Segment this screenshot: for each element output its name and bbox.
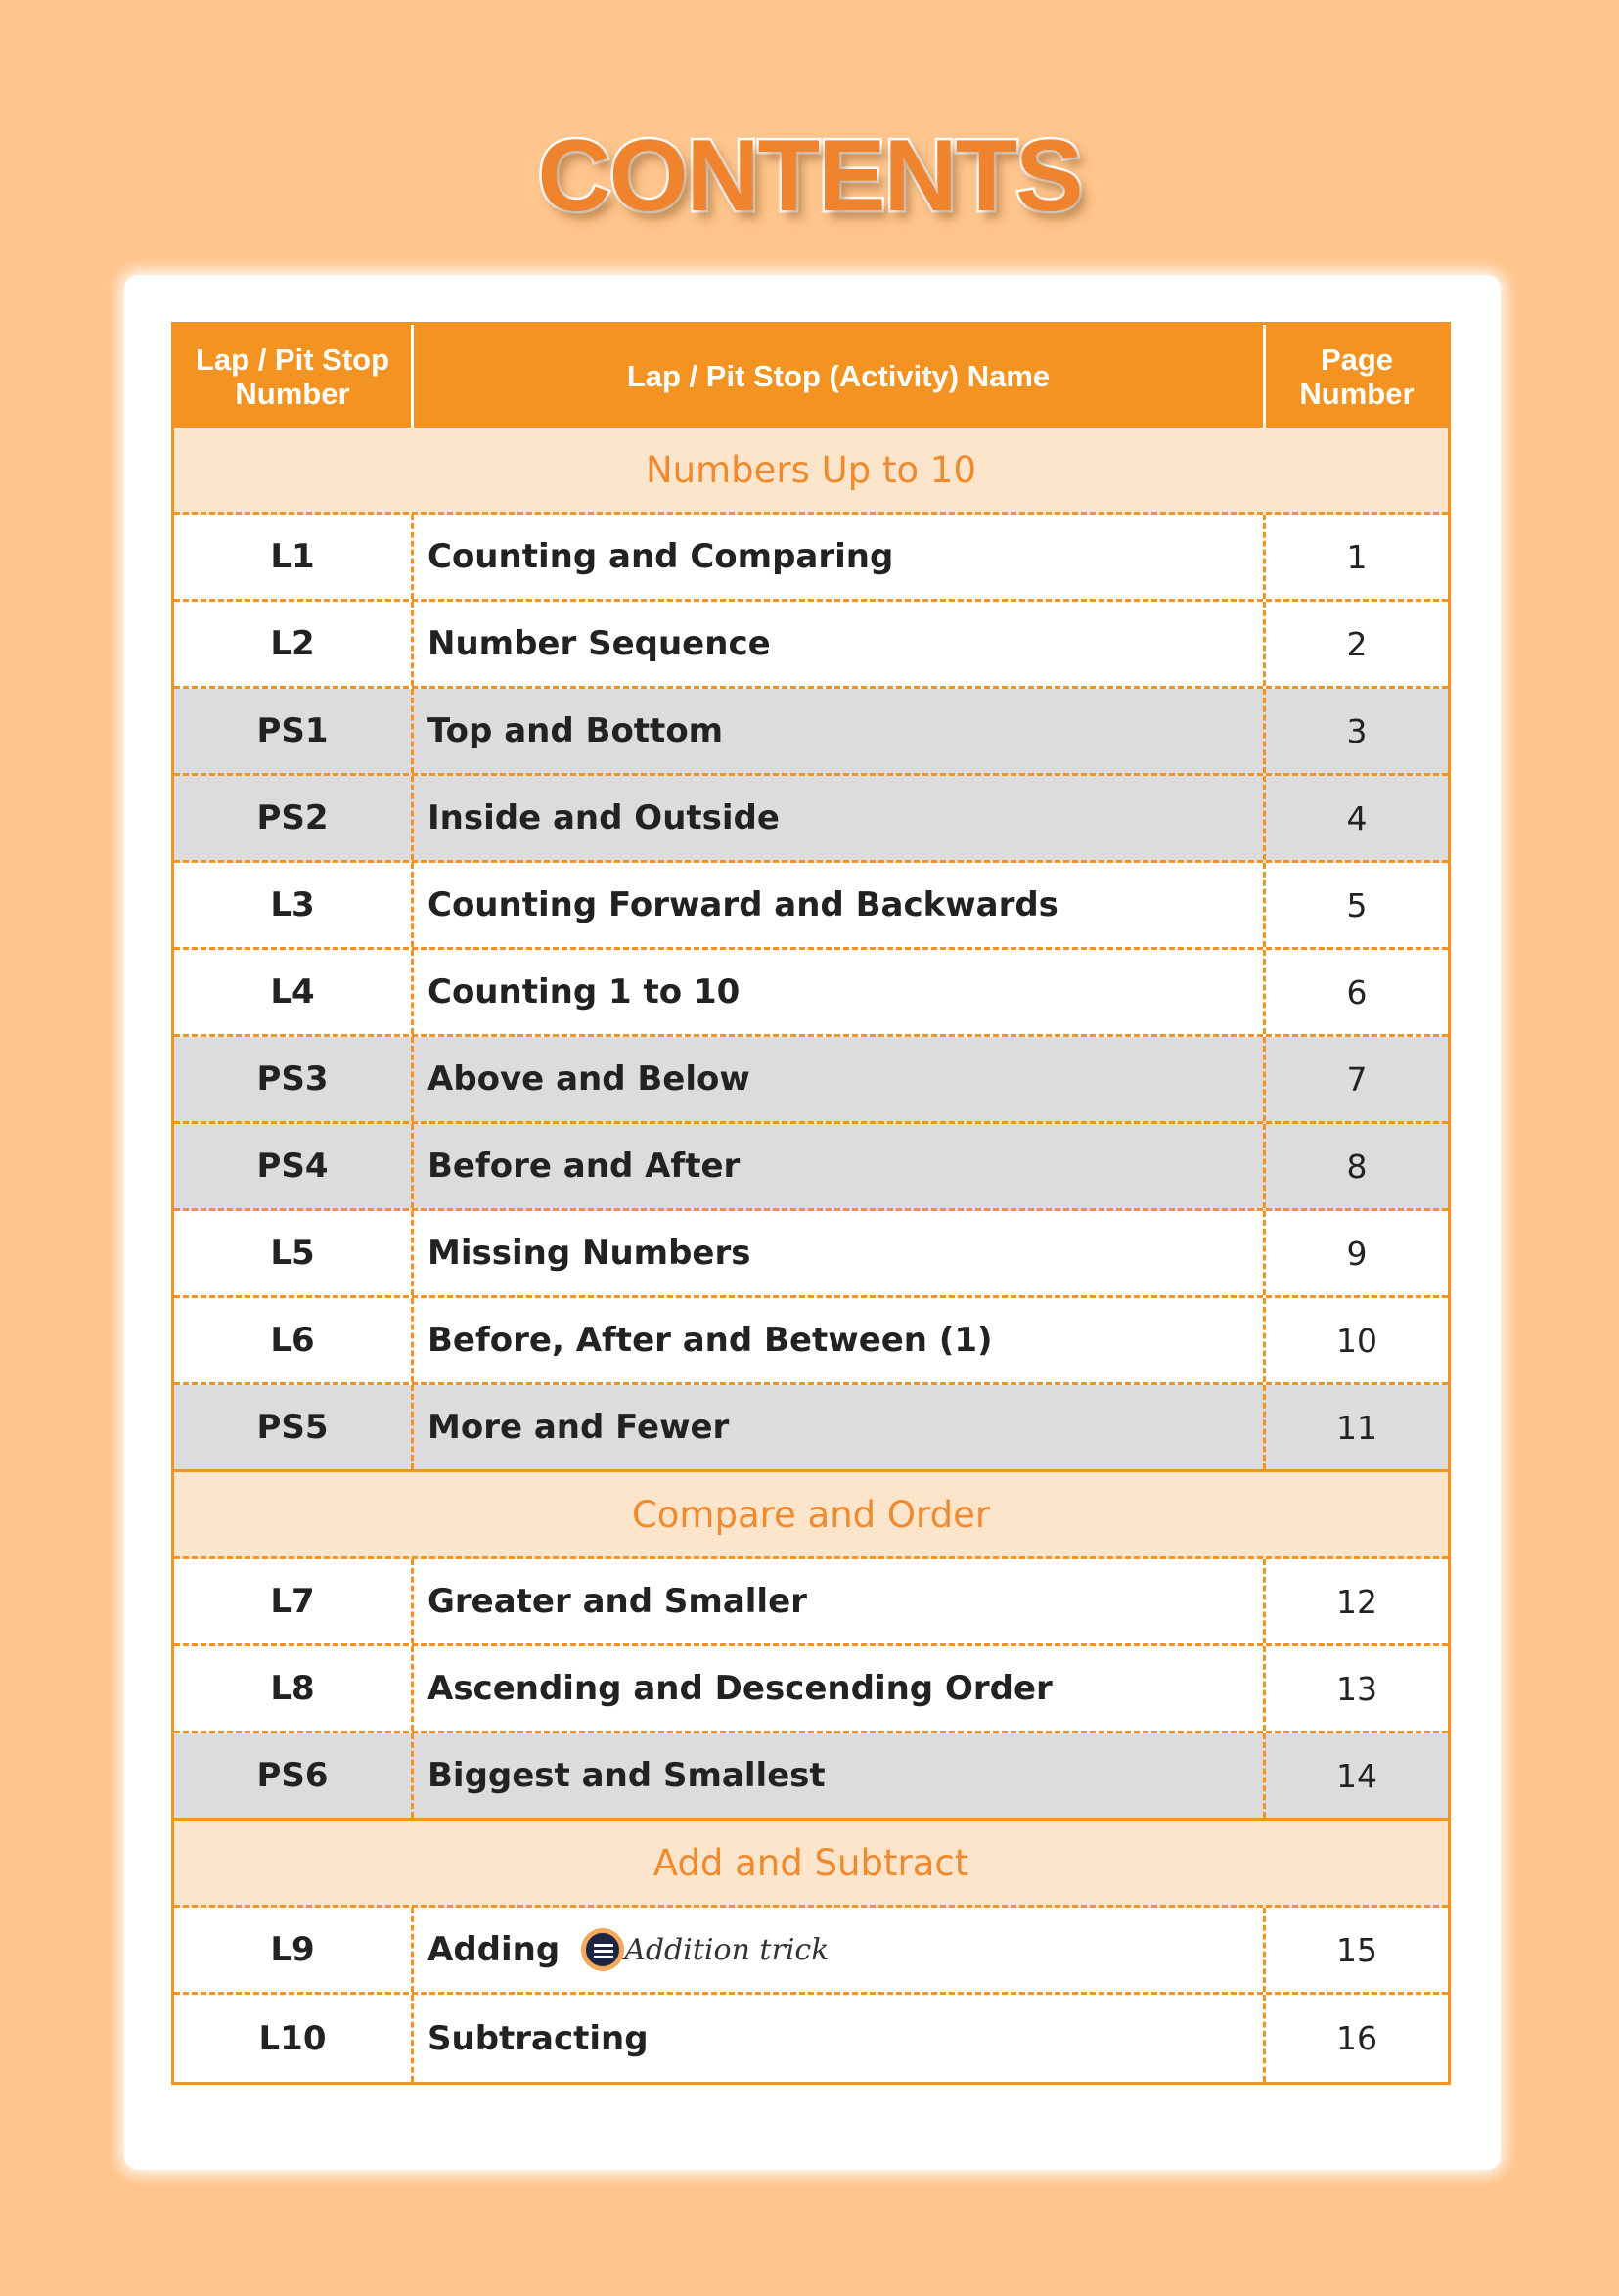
- table-header: [174, 325, 1448, 428]
- activity-number: L5: [174, 1211, 414, 1295]
- table-row[interactable]: [174, 776, 1448, 863]
- activity-name-cell: [414, 1733, 1263, 1818]
- activity-number: PS1: [174, 689, 414, 773]
- activity-name-cell: [414, 602, 1263, 686]
- page-number: 16: [1263, 1995, 1448, 2082]
- page-number: 11: [1263, 1385, 1448, 1469]
- page-number: 6: [1263, 950, 1448, 1034]
- activity-name-cell: [414, 863, 1263, 947]
- table-row[interactable]: [174, 1298, 1448, 1385]
- activity-name: More and Fewer: [427, 1408, 730, 1447]
- activity-name-cell: [414, 515, 1263, 599]
- activity-name-cell: [414, 1908, 1263, 1992]
- section-heading: Numbers Up to 10: [174, 428, 1448, 515]
- activity-number: L10: [174, 1995, 414, 2082]
- header-page: Page Number: [1263, 325, 1448, 428]
- page-number: 4: [1263, 776, 1448, 860]
- activity-name: Biggest and Smallest: [427, 1756, 826, 1795]
- page-title: CONTENTS: [537, 119, 1082, 233]
- activity-name-cell: [414, 1298, 1263, 1382]
- addition-trick-label: Addition trick: [624, 1932, 830, 1967]
- activity-name: Number Sequence: [427, 624, 771, 663]
- table-row[interactable]: [174, 1646, 1448, 1733]
- page-number: 13: [1263, 1646, 1448, 1731]
- activity-name: Counting 1 to 10: [427, 972, 741, 1012]
- table-row[interactable]: [174, 863, 1448, 950]
- activity-number: L7: [174, 1559, 414, 1643]
- activity-number: L3: [174, 863, 414, 947]
- activity-name-cell: [414, 950, 1263, 1034]
- page-number: 14: [1263, 1733, 1448, 1818]
- activity-name-cell: [414, 776, 1263, 860]
- activity-name-cell: [414, 1646, 1263, 1731]
- page-number: 9: [1263, 1211, 1448, 1295]
- table-row[interactable]: [174, 689, 1448, 776]
- activity-name-cell: [414, 1037, 1263, 1121]
- table-row[interactable]: [174, 950, 1448, 1037]
- table-row[interactable]: [174, 602, 1448, 689]
- page-number: 3: [1263, 689, 1448, 773]
- table-row[interactable]: [174, 1995, 1448, 2082]
- table-body: [174, 428, 1448, 2082]
- activity-name: Counting Forward and Backwards: [427, 885, 1058, 924]
- activity-name: Counting and Comparing: [427, 537, 894, 576]
- activity-name-cell: [414, 689, 1263, 773]
- activity-name-cell: [414, 1211, 1263, 1295]
- table-row[interactable]: [174, 1908, 1448, 1995]
- activity-number: L8: [174, 1646, 414, 1731]
- table-row[interactable]: [174, 1211, 1448, 1298]
- activity-number: L9: [174, 1908, 414, 1992]
- page-number: 5: [1263, 863, 1448, 947]
- activity-name-cell: [414, 1995, 1263, 2082]
- activity-name: Before, After and Between (1): [427, 1321, 993, 1360]
- activity-name: Before and After: [427, 1147, 741, 1186]
- contents-table: [171, 322, 1451, 2085]
- table-row[interactable]: [174, 1037, 1448, 1124]
- table-row[interactable]: [174, 1124, 1448, 1211]
- activity-name: Ascending and Descending Order: [427, 1669, 1053, 1708]
- activity-name-cell: [414, 1124, 1263, 1208]
- activity-name: Greater and Smaller: [427, 1582, 807, 1621]
- table-row[interactable]: [174, 1559, 1448, 1646]
- addition-trick-link[interactable]: [581, 1928, 829, 1971]
- header-number: Lap / Pit Stop Number: [174, 325, 414, 428]
- activity-number: L1: [174, 515, 414, 599]
- page-number: 10: [1263, 1298, 1448, 1382]
- page-number: 15: [1263, 1908, 1448, 1992]
- page-number: 8: [1263, 1124, 1448, 1208]
- activity-name: Above and Below: [427, 1059, 750, 1099]
- page-number: 12: [1263, 1559, 1448, 1643]
- table-row[interactable]: [174, 1385, 1448, 1472]
- activity-name: Adding: [427, 1930, 561, 1969]
- activity-name-cell: [414, 1385, 1263, 1469]
- activity-number: L2: [174, 602, 414, 686]
- activity-number: PS3: [174, 1037, 414, 1121]
- page-number: 1: [1263, 515, 1448, 599]
- activity-name: Subtracting: [427, 2018, 649, 2058]
- section-heading: Add and Subtract: [174, 1821, 1448, 1908]
- activity-name-cell: [414, 1559, 1263, 1643]
- page-number: 2: [1263, 602, 1448, 686]
- activity-number: PS5: [174, 1385, 414, 1469]
- addition-trick-icon: [581, 1928, 624, 1971]
- activity-number: PS2: [174, 776, 414, 860]
- activity-name: Inside and Outside: [427, 798, 780, 837]
- activity-name: Missing Numbers: [427, 1234, 751, 1273]
- activity-number: PS6: [174, 1733, 414, 1818]
- activity-number: L6: [174, 1298, 414, 1382]
- section-heading: Compare and Order: [174, 1472, 1448, 1559]
- activity-number: L4: [174, 950, 414, 1034]
- header-name: Lap / Pit Stop (Activity) Name: [626, 359, 1051, 393]
- table-row[interactable]: [174, 515, 1448, 602]
- activity-name: Top and Bottom: [427, 711, 724, 750]
- activity-number: PS4: [174, 1124, 414, 1208]
- page-number: 7: [1263, 1037, 1448, 1121]
- table-row[interactable]: [174, 1733, 1448, 1821]
